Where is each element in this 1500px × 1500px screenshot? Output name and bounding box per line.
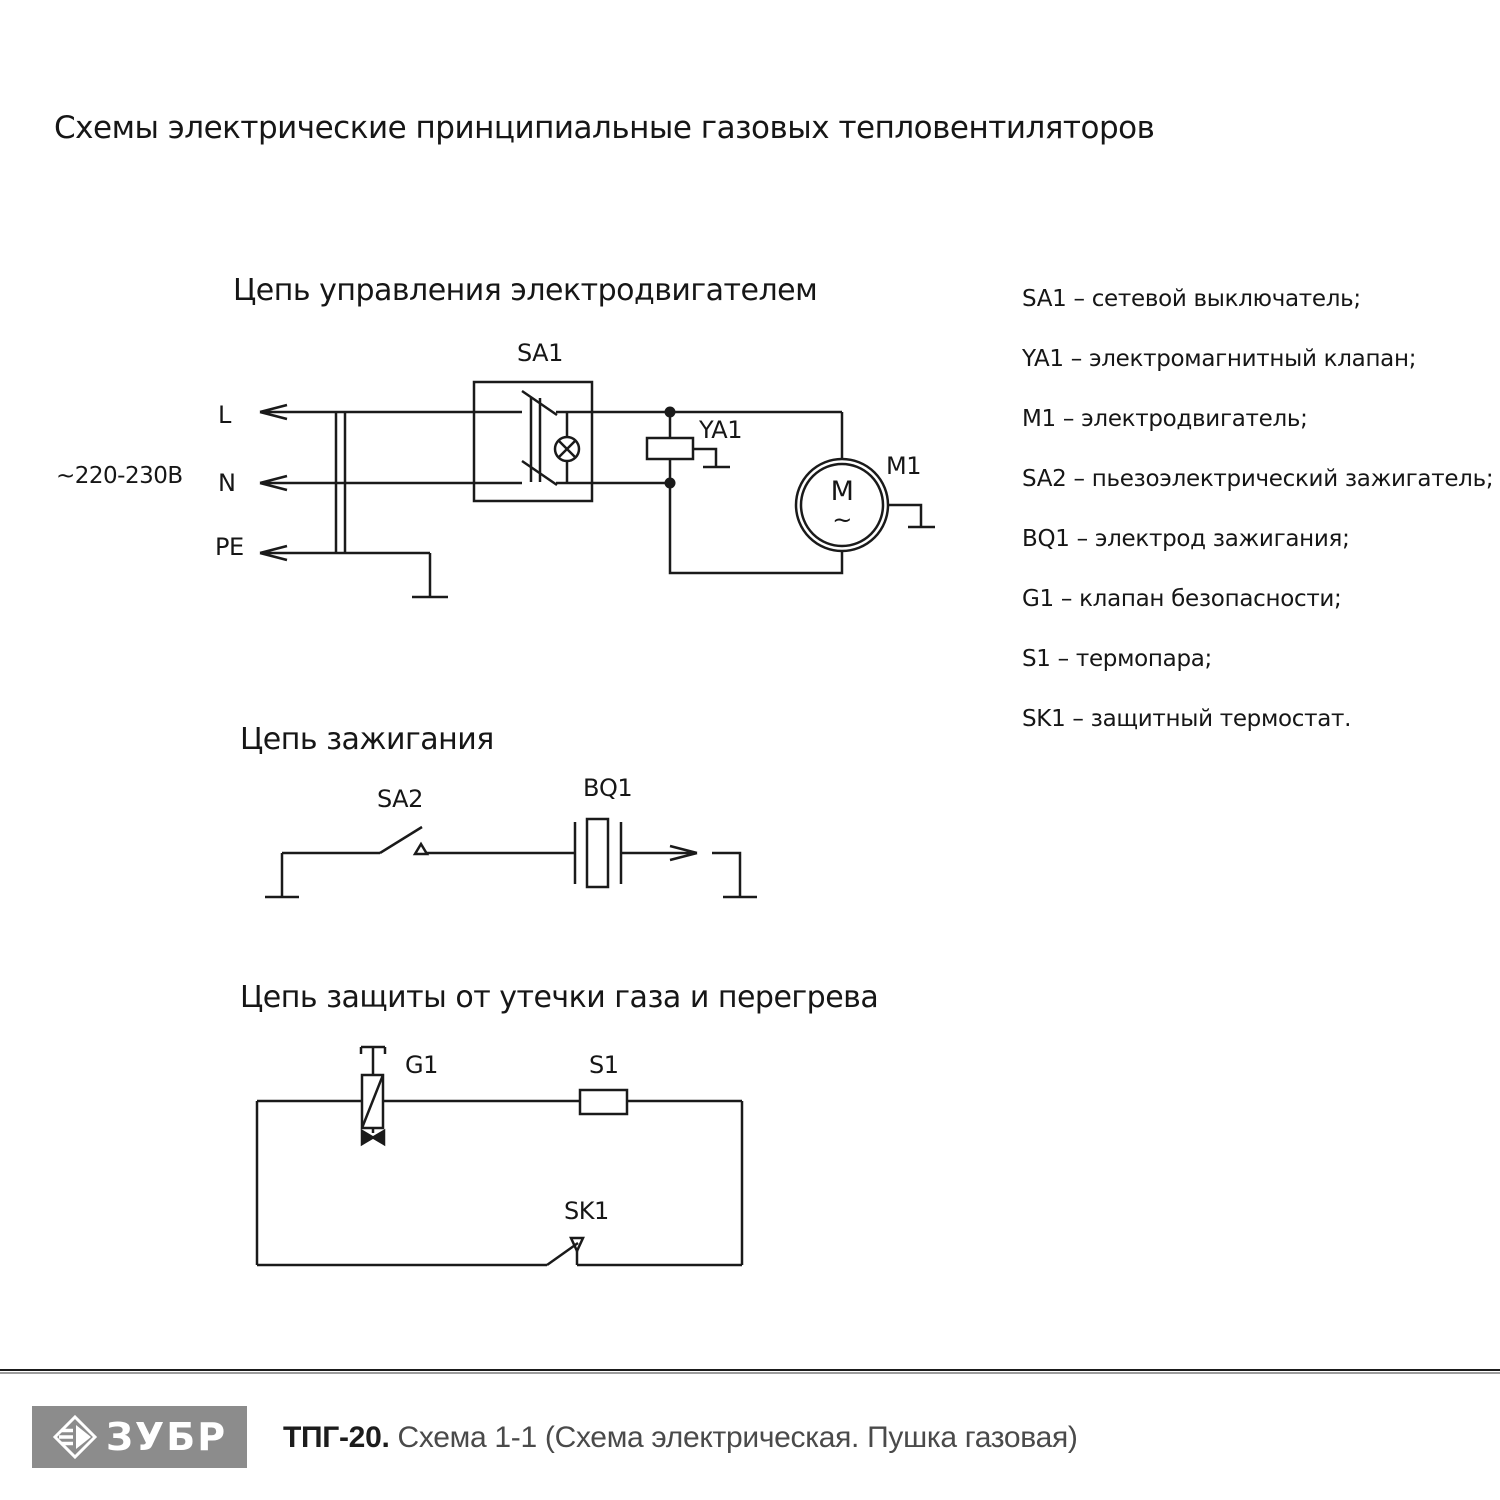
zubr-bison-icon [52,1414,98,1460]
section-title-protection: Цепь защиты от утечки газа и перегрева [240,980,879,1015]
legend-item-s1: S1 – термопара; [1022,646,1213,672]
sa2-switch-symbol [380,827,427,854]
zubr-logo [32,1406,247,1468]
ignition-circuit-drawing [265,819,757,897]
label-s1: S1 [589,1051,619,1079]
page-title: Схемы электрические принципиальные газовых тепловентиляторов [54,110,1155,146]
footer-separator-shadow [0,1372,1500,1374]
section-title-ignition: Цепь зажигания [240,722,494,757]
legend-item-g1: G1 – клапан безопасности; [1022,586,1342,612]
label-terminal-l: L [218,401,231,429]
label-sk1: SK1 [564,1197,609,1225]
left-ground-symbol [265,853,299,897]
legend-item-sa1: SA1 – сетевой выключатель; [1022,286,1361,312]
legend-item-sk1: SK1 – защитный термостат. [1022,706,1352,732]
label-ya1: YA1 [699,416,742,444]
motor-letter-m: M [830,476,854,507]
legend-item-ya1: YA1 – электромагнитный клапан; [1022,346,1417,372]
label-terminal-n: N [218,469,236,497]
label-sa2: SA2 [377,785,423,813]
section-title-motor-control: Цепь управления электродвигателем [233,273,818,308]
legend-item-sa2: SA2 – пьезоэлектрический зажигатель; [1022,466,1494,492]
footer-scheme-note: Схема 1-1 (Схема электрическая. Пушка газовая) [389,1421,1078,1454]
right-ground-symbol [712,853,757,897]
legend-item-m1: M1 – электродвигатель; [1022,406,1308,432]
motor-ac-symbol: ~ [832,506,852,534]
legend-item-bq1: BQ1 – электрод зажигания; [1022,526,1350,552]
label-sa1: SA1 [517,339,563,367]
bq1-piezo-symbol [575,819,621,887]
label-m1: M1 [886,452,921,480]
footer-separator-line [0,1369,1500,1371]
m1-motor-symbol [796,412,935,551]
s1-thermocouple-symbol [580,1090,627,1114]
label-g1: G1 [405,1051,438,1079]
protection-circuit-drawing [257,1047,742,1265]
zubr-logo-text: ЗУБР [105,1415,228,1459]
label-terminal-pe: PE [215,533,244,561]
sk1-thermostat-symbol [547,1238,583,1265]
pe-ground-symbol [412,553,448,597]
g1-valve-symbol [361,1047,385,1144]
label-supply-voltage: ~220-230В [56,463,183,489]
label-bq1: BQ1 [583,774,633,802]
footer-model: ТПГ-20. [283,1421,390,1454]
footer-caption [283,1421,1078,1455]
power-terminal-arrows [260,405,522,560]
